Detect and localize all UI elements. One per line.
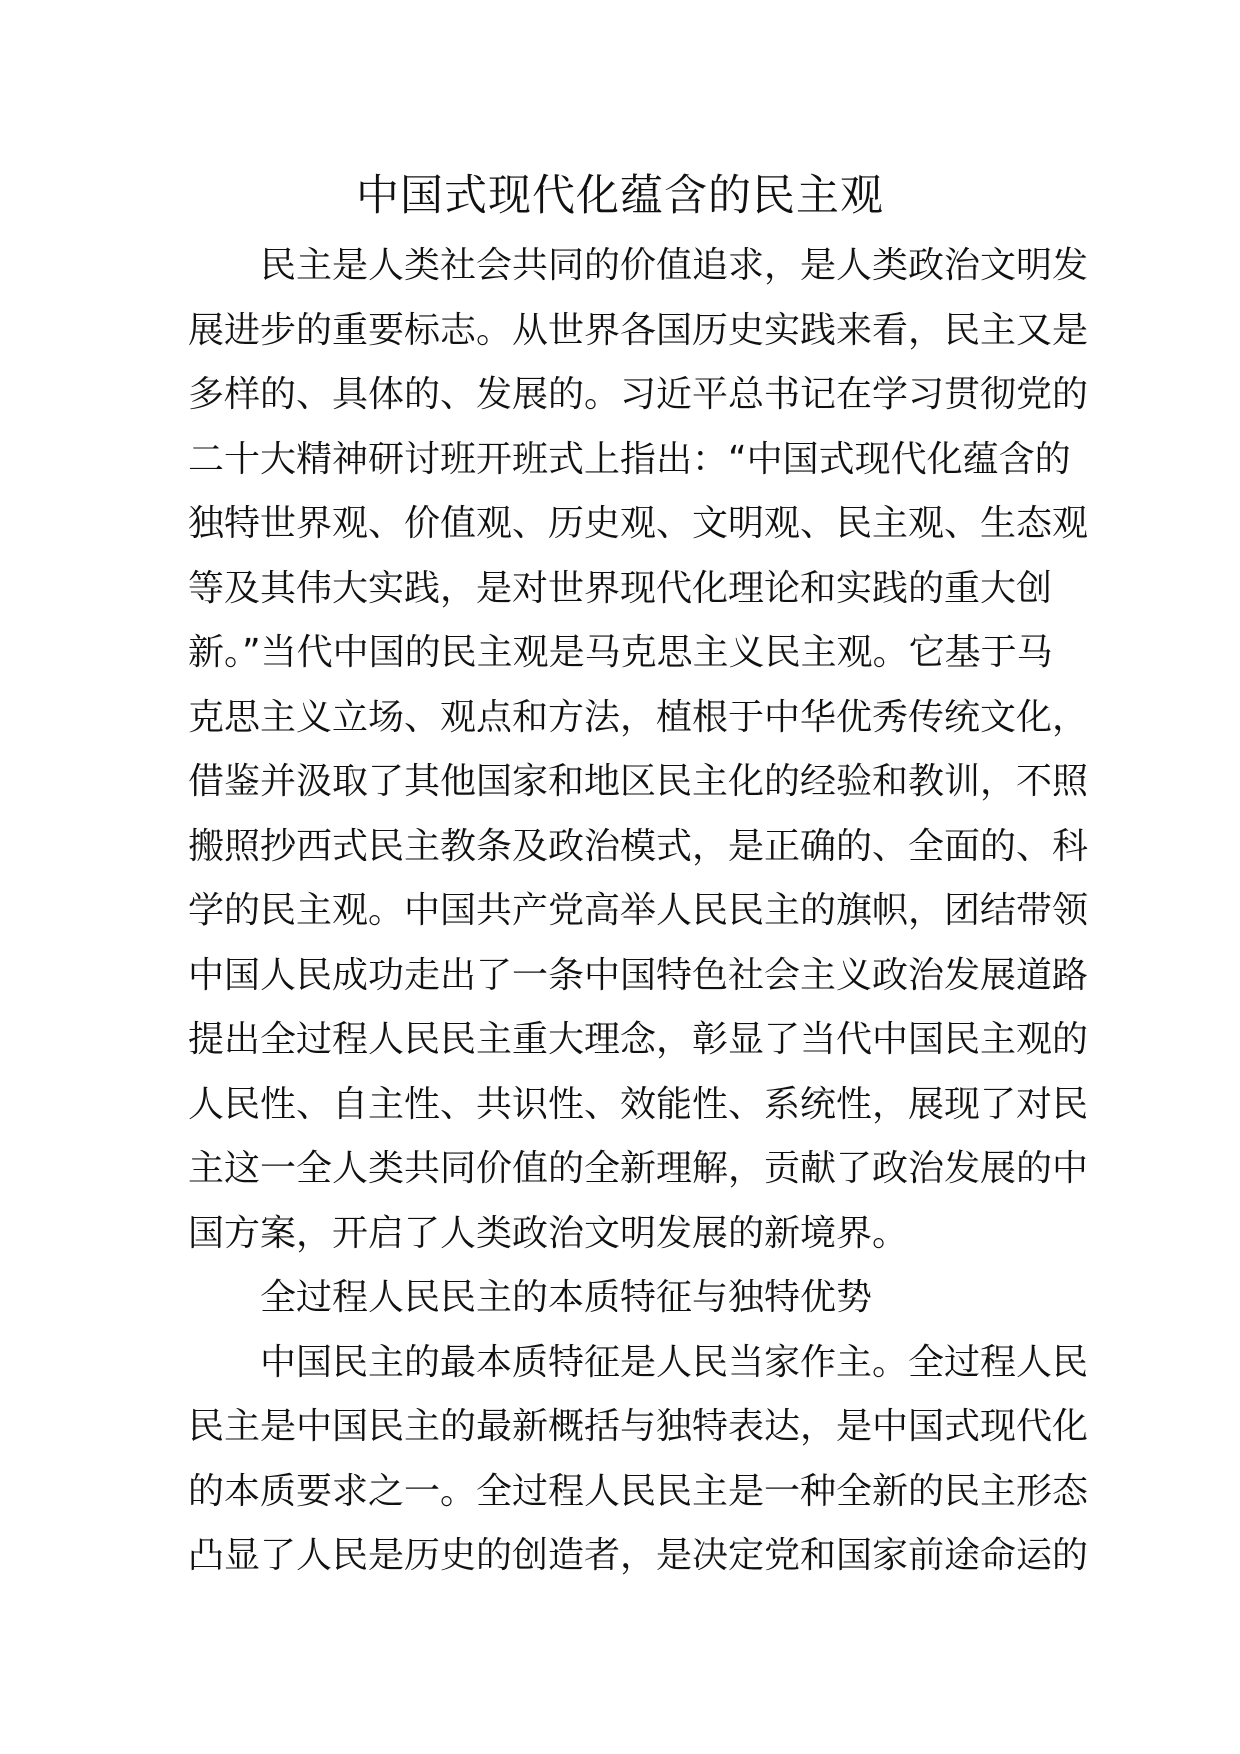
paragraph-2-line-4: 凸显了人民是历史的创造者，是决定党和国家前途命运的 (188, 1535, 1089, 1576)
paragraph-1-line-14: 人民性、自主性、共识性、效能性、系统性，展现了对民 (188, 1083, 1089, 1125)
paragraph-2-line-3: 的本质要求之一。全过程人民民主是一种全新的民主形态 (188, 1470, 1089, 1512)
paragraph-1-line-13: 提出全过程人民民主重大理念，彰显了当代中国民主观的 (188, 1019, 1089, 1060)
paragraph-1-line-3: 多样的、具体的、发展的。习近平总书记在学习贯彻党的 (188, 374, 1089, 415)
paragraph-1-line-7: 新。”当代中国的民主观是马克思主义民主观。它基于马 (188, 632, 1053, 673)
document-body (188, 234, 1089, 1589)
paragraph-2-line-1: 中国民主的最本质特征是人民当家作主。全过程人民 (260, 1341, 1089, 1383)
paragraph-1-line-11: 学的民主观。中国共产党高举人民民主的旗帜，团结带领 (188, 890, 1089, 931)
paragraph-1-line-2: 展进步的重要标志。从世界各国历史实践来看，民主又是 (188, 309, 1089, 351)
paragraph-2-line-2: 民主是中国民主的最新概括与独特表达，是中国式现代化 (188, 1406, 1089, 1447)
paragraph-1-line-15: 主这一全人类共同价值的全新理解，贡献了政治发展的中 (188, 1148, 1089, 1189)
paragraph-1-line-5: 独特世界观、价值观、历史观、文明观、民主观、生态观 (188, 503, 1089, 544)
paragraph-1-line-10: 搬照抄西式民主教条及政治模式，是正确的、全面的、科 (188, 825, 1089, 867)
paragraph-1-line-16: 国方案，开启了人类政治文明发展的新境界。 (188, 1212, 909, 1254)
document-title: 中国式现代化蕴含的民主观 (356, 171, 884, 221)
section-heading: 全过程人民民主的本质特征与独特优势 (260, 1277, 873, 1318)
paragraph-1-line-12: 中国人民成功走出了一条中国特色社会主义政治发展道路 (188, 954, 1089, 996)
paragraph-1-line-6: 等及其伟大实践，是对世界现代化理论和实践的重大创 (188, 567, 1053, 609)
paragraph-1-line-9: 借鉴并汲取了其他国家和地区民主化的经验和教训，不照 (188, 761, 1089, 802)
paragraph-1-line-8: 克思主义立场、观点和方法，植根于中华优秀传统文化， (188, 696, 1089, 738)
paragraph-1-line-1: 民主是人类社会共同的价值追求，是人类政治文明发 (260, 245, 1089, 286)
paragraph-1-line-4: 二十大精神研讨班开班式上指出：“中国式现代化蕴含的 (188, 438, 1071, 480)
